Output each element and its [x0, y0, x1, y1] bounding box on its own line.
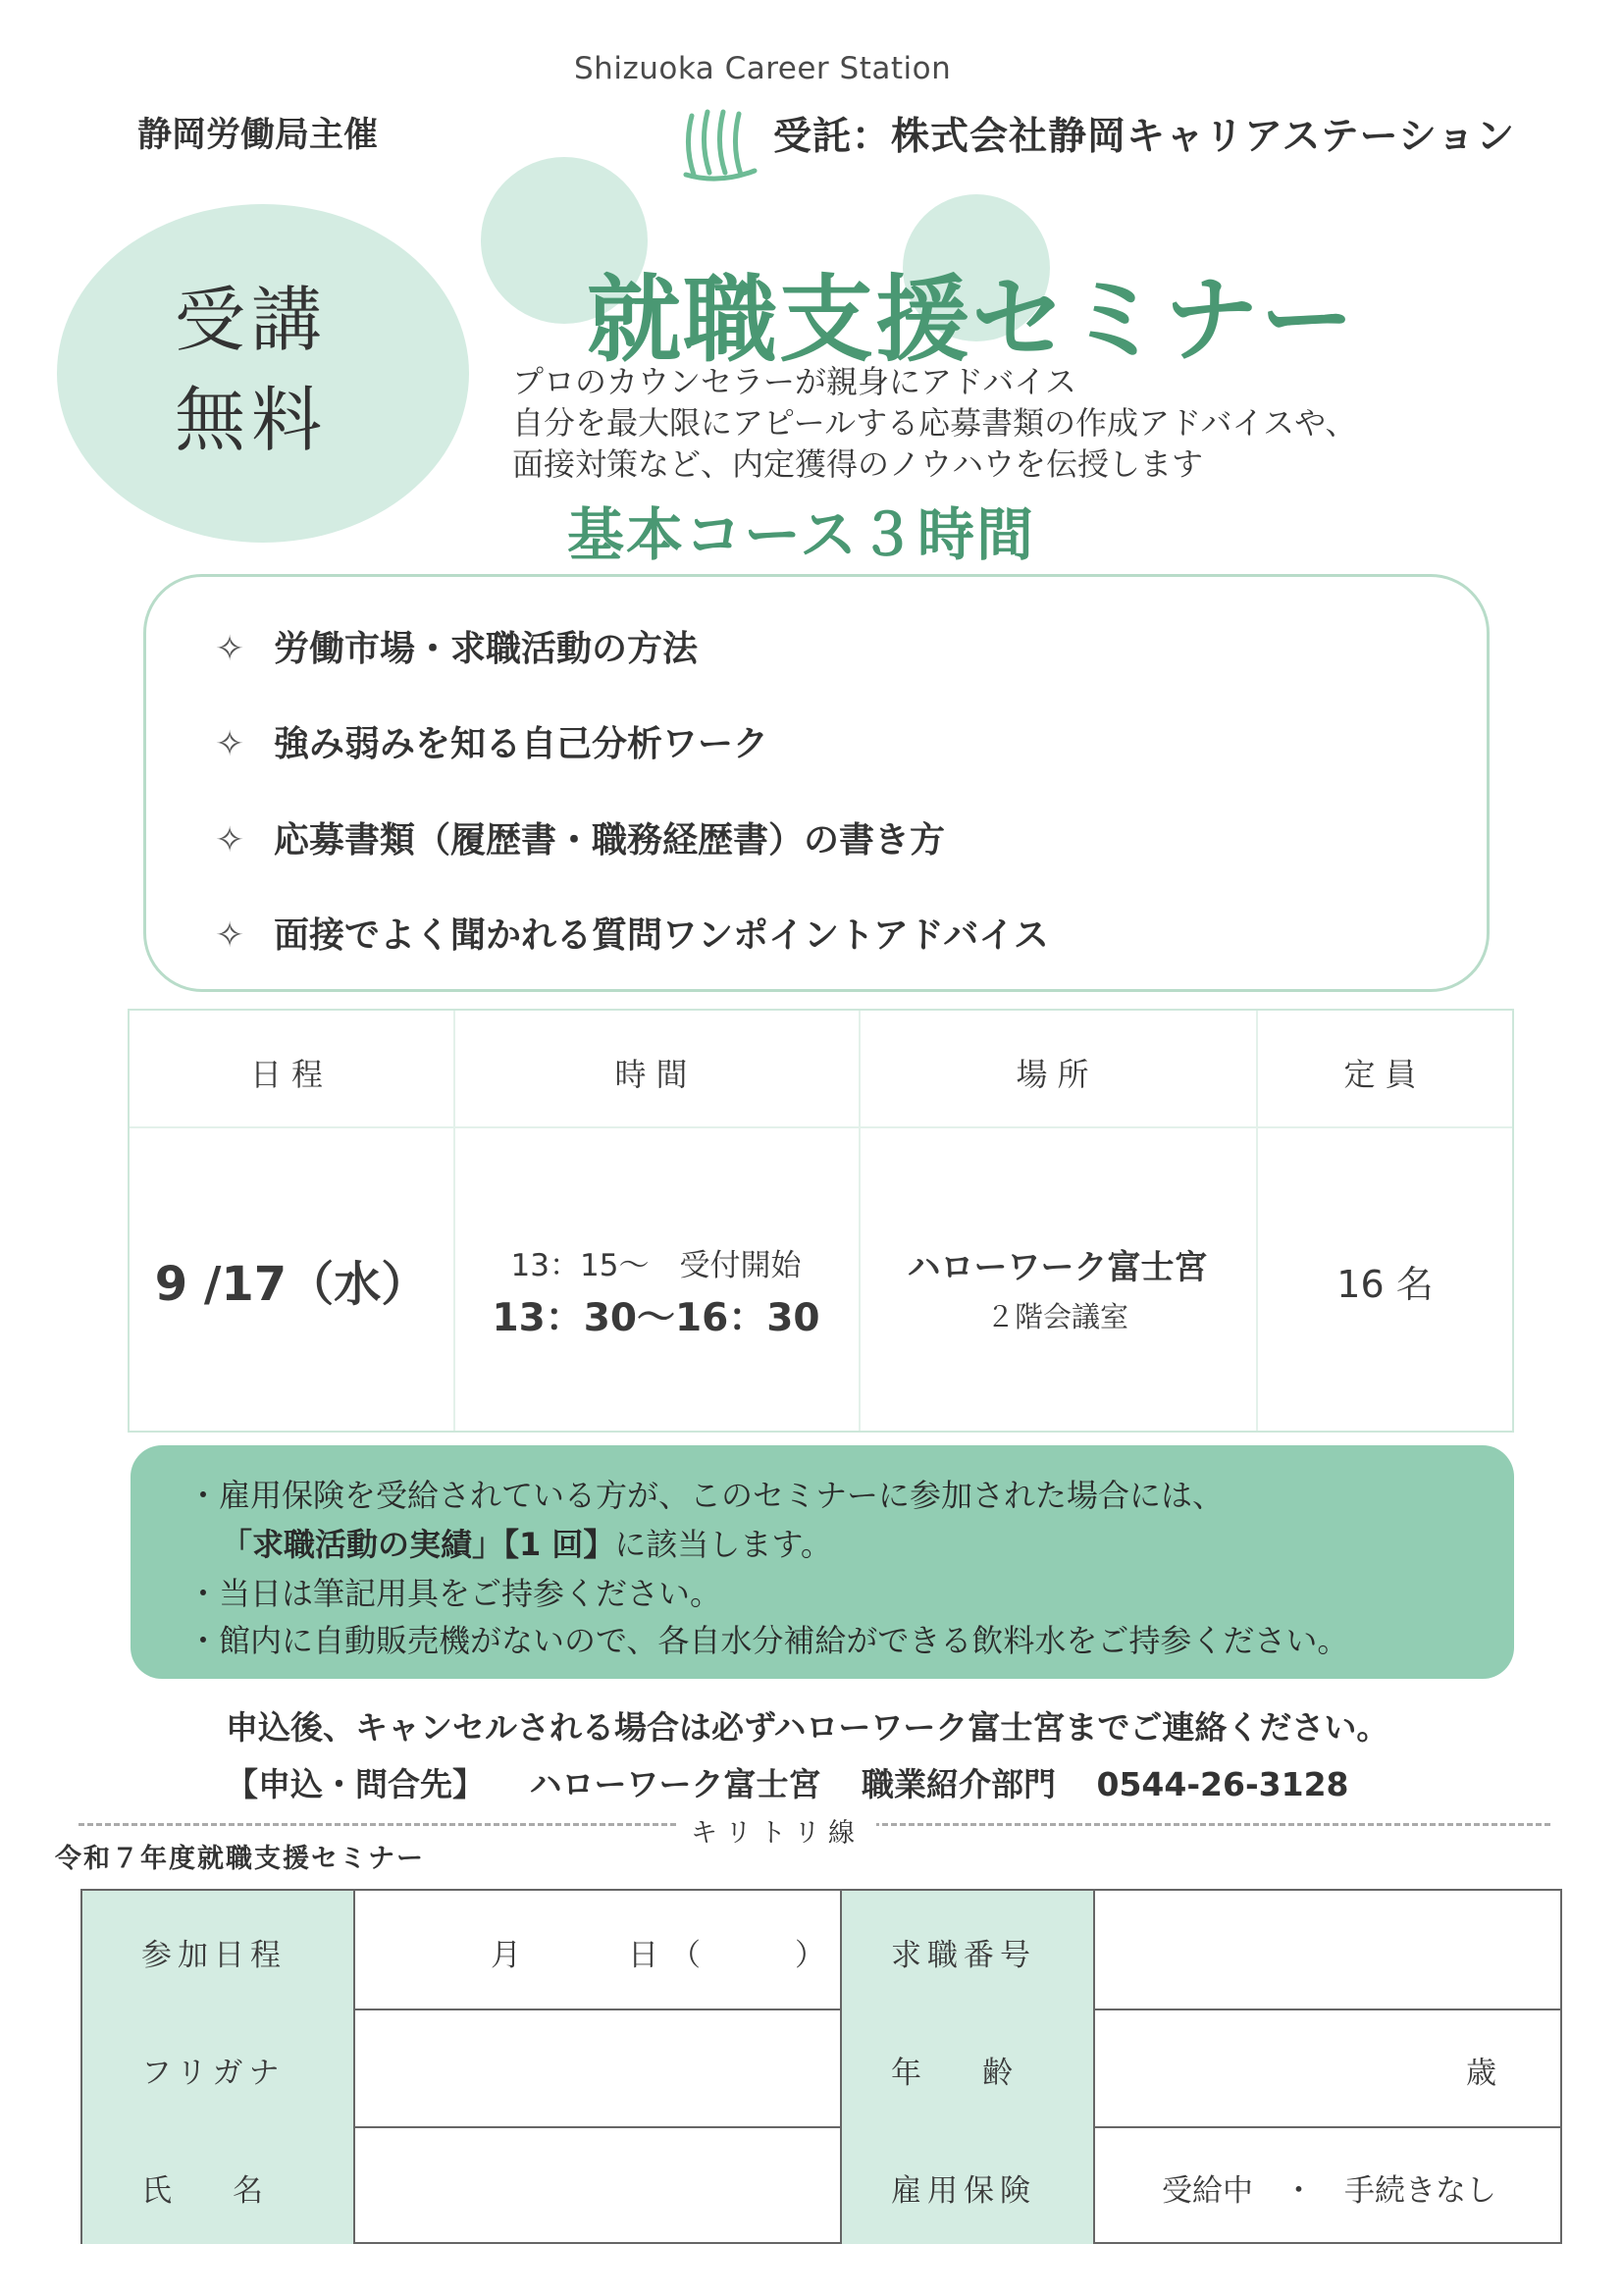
form-label: 雇用保険 [891, 2173, 1036, 2209]
program-item [215, 621, 698, 671]
cut-line-label: キリトリ線 [677, 1811, 876, 1850]
sparkle-icon: ✧ [215, 820, 245, 861]
form-label-cell [82, 2009, 355, 2126]
company-logo-icon [680, 106, 760, 183]
schedule-date: 9 /17（水） [154, 1257, 429, 1312]
page-title: 就職支援セミナー [587, 265, 1356, 375]
schedule-header-capacity: 定員 [1343, 1056, 1427, 1093]
contact-office: ハローワーク富士宮 [529, 1765, 821, 1803]
form-label: フリガナ [141, 2056, 286, 2091]
form-row-date [82, 1891, 1560, 2010]
insurance-status-field[interactable] [1095, 2126, 1562, 2244]
consignee: 受託：株式会社静岡キャリアステーション [773, 115, 1516, 159]
form-label: 氏 名 [141, 2173, 263, 2209]
program-box [143, 574, 1490, 992]
program-item-label: 応募書類（履歴書・職務経歴書）の書き方 [274, 820, 946, 861]
free-badge-line2: 無料 [175, 379, 329, 461]
form-label-cell [82, 2126, 355, 2244]
form-label: 年 齢 [891, 2056, 1013, 2091]
schedule-header-date: 日程 [249, 1056, 333, 1093]
brand-name-en: Shizuoka Career Station [574, 51, 952, 86]
lead-line: 面接対策など、内定獲得のノウハウを伝授します [512, 445, 1204, 483]
lead-text [512, 361, 1356, 485]
form-title: 令和７年度就職支援セミナー [55, 1844, 425, 1874]
program-item [215, 716, 768, 766]
course-title: 基本コース３時間 [567, 501, 1036, 568]
lead-line: 自分を最大限にアピールする応募書類の作成アドバイスや、 [512, 404, 1357, 442]
age-unit: 歳 [1466, 2056, 1496, 2091]
schedule-reception: 13：15～ 受付開始 [510, 1248, 802, 1283]
program-item [215, 908, 1049, 958]
form-label-cell [842, 2009, 1095, 2126]
schedule-header-place: 場所 [1016, 1056, 1099, 1093]
date-field[interactable] [355, 1891, 842, 2009]
contact-line [226, 1759, 1349, 1805]
insurance-options: 受給中 ・ 手続きなし [1162, 2173, 1496, 2209]
note-emphasis: 「求職活動の実績」【1 回】 [221, 1526, 615, 1563]
form-label-cell [842, 1891, 1095, 2009]
note-line: ・当日は筆記用具をご持参ください。 [187, 1575, 722, 1612]
form-label: 参加日程 [141, 1938, 287, 1973]
sparkle-icon: ✧ [215, 915, 245, 956]
name-field[interactable] [355, 2126, 842, 2244]
schedule-room: ２階会議室 [985, 1300, 1128, 1333]
form-label: 求職番号 [891, 1938, 1036, 1973]
form-row-name [82, 2126, 1560, 2244]
program-item-label: 強み弱みを知る自己分析ワーク [274, 724, 769, 764]
note-line: ・館内に自動販売機がないので、各自水分補給ができる飲料水をご持参ください。 [187, 1622, 1349, 1659]
free-badge-line1: 受講 [175, 279, 329, 361]
program-item-label: 面接でよく聞かれる質問ワンポイントアドバイス [274, 915, 1049, 956]
schedule-table [128, 1009, 1514, 1433]
note-line: ・雇用保険を受給されている方が、このセミナーに参加された場合には、 [187, 1477, 1225, 1514]
age-field[interactable] [1095, 2009, 1562, 2126]
schedule-header-time: 時間 [614, 1056, 698, 1093]
form-label-cell [82, 1891, 355, 2009]
date-day-label: 日（ [628, 1938, 712, 1973]
note-text: に該当します。 [614, 1526, 832, 1563]
notes-box [131, 1445, 1514, 1679]
form-row-furigana [82, 2009, 1560, 2128]
organizer: 静岡労働局主催 [137, 116, 379, 155]
date-close-paren: ） [795, 1938, 825, 1973]
application-form [80, 1889, 1562, 2244]
furigana-field[interactable] [355, 2009, 842, 2126]
program-item [215, 812, 945, 862]
schedule-time: 13：30～16：30 [492, 1296, 820, 1340]
jobseeker-number-field[interactable] [1095, 1891, 1562, 2009]
sparkle-icon: ✧ [215, 629, 245, 669]
contact-label: 【申込・問合先】 [226, 1765, 485, 1803]
program-item-label: 労働市場・求職活動の方法 [274, 629, 699, 669]
form-label-cell [842, 2126, 1095, 2244]
date-month-label: 月 [491, 1938, 521, 1973]
contact-dept: 職業紹介部門 [862, 1765, 1056, 1803]
note-line [221, 1520, 832, 1565]
schedule-place: ハローワーク富士宮 [907, 1248, 1208, 1287]
lead-line: プロのカウンセラーが親身にアドバイス [512, 363, 1077, 400]
schedule-capacity: 16 名 [1336, 1263, 1434, 1306]
contact-phone: 0544-26-3128 [1096, 1765, 1349, 1803]
sparkle-icon: ✧ [215, 724, 245, 764]
cancel-notice: 申込後、キャンセルされる場合は必ずハローワーク富士宮までご連絡ください。 [226, 1708, 1389, 1747]
